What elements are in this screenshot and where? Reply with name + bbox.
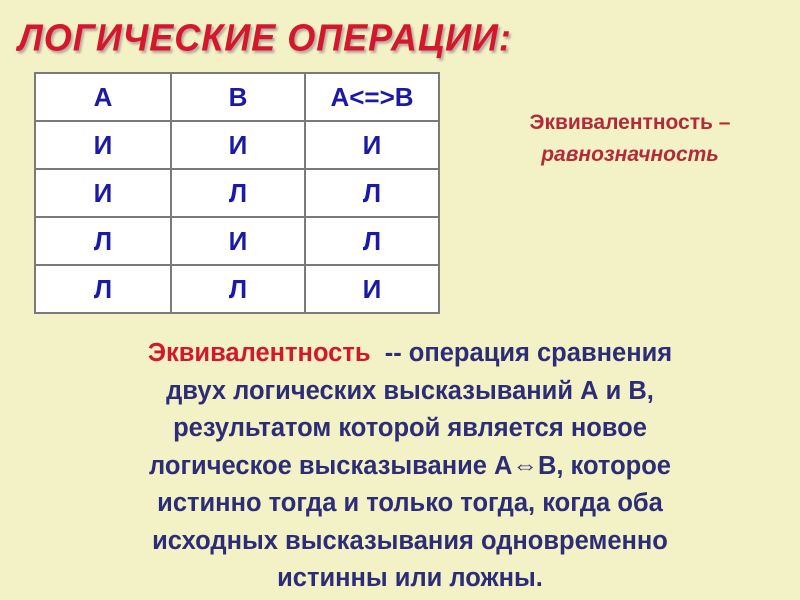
table-cell: Л xyxy=(171,265,305,313)
table-header-row xyxy=(35,73,439,121)
table-cell: Л xyxy=(171,169,305,217)
table-cell: И xyxy=(35,169,171,217)
definition-line: двух логических высказываний А и В, xyxy=(166,376,654,405)
slide-title: ЛОГИЧЕСКИЕ ОПЕРАЦИИ: xyxy=(18,16,512,60)
definition-line: истинно тогда и только тогда, когда оба xyxy=(157,489,663,517)
table-row xyxy=(35,217,439,265)
table-cell: И xyxy=(35,121,171,169)
table-cell: Л xyxy=(35,217,171,265)
header-cell-a: A xyxy=(35,73,171,121)
definition-term: Эквивалентность xyxy=(147,339,371,367)
side-note-line1: Эквивалентность – xyxy=(529,111,731,134)
definition-line1-rest: -- операция сравнения xyxy=(370,339,673,367)
table-row xyxy=(35,121,439,169)
table-cell: Л xyxy=(305,169,439,217)
table-cell: И xyxy=(171,217,305,265)
header-cell-equivalence: A<=>B xyxy=(305,73,439,121)
table-cell: И xyxy=(171,121,305,169)
table-row xyxy=(35,265,439,313)
truth-table xyxy=(34,72,440,314)
definition-text xyxy=(40,335,780,598)
definition-line: исходных высказывания одновременно xyxy=(152,526,668,555)
definition-line: результатом которой является новое xyxy=(173,414,647,442)
definition-line: логическое высказывание А⇔В, которое xyxy=(149,451,671,480)
definition-line xyxy=(40,335,780,373)
table-cell: Л xyxy=(35,265,171,313)
table-cell: И xyxy=(305,265,439,313)
definition-line: истинны или ложны. xyxy=(277,564,543,592)
table-row xyxy=(35,169,439,217)
side-note-line2: равнозначность xyxy=(541,143,719,166)
table-cell: И xyxy=(305,121,439,169)
side-note xyxy=(470,107,790,171)
table-cell: Л xyxy=(305,217,439,265)
header-cell-b: B xyxy=(171,73,305,121)
